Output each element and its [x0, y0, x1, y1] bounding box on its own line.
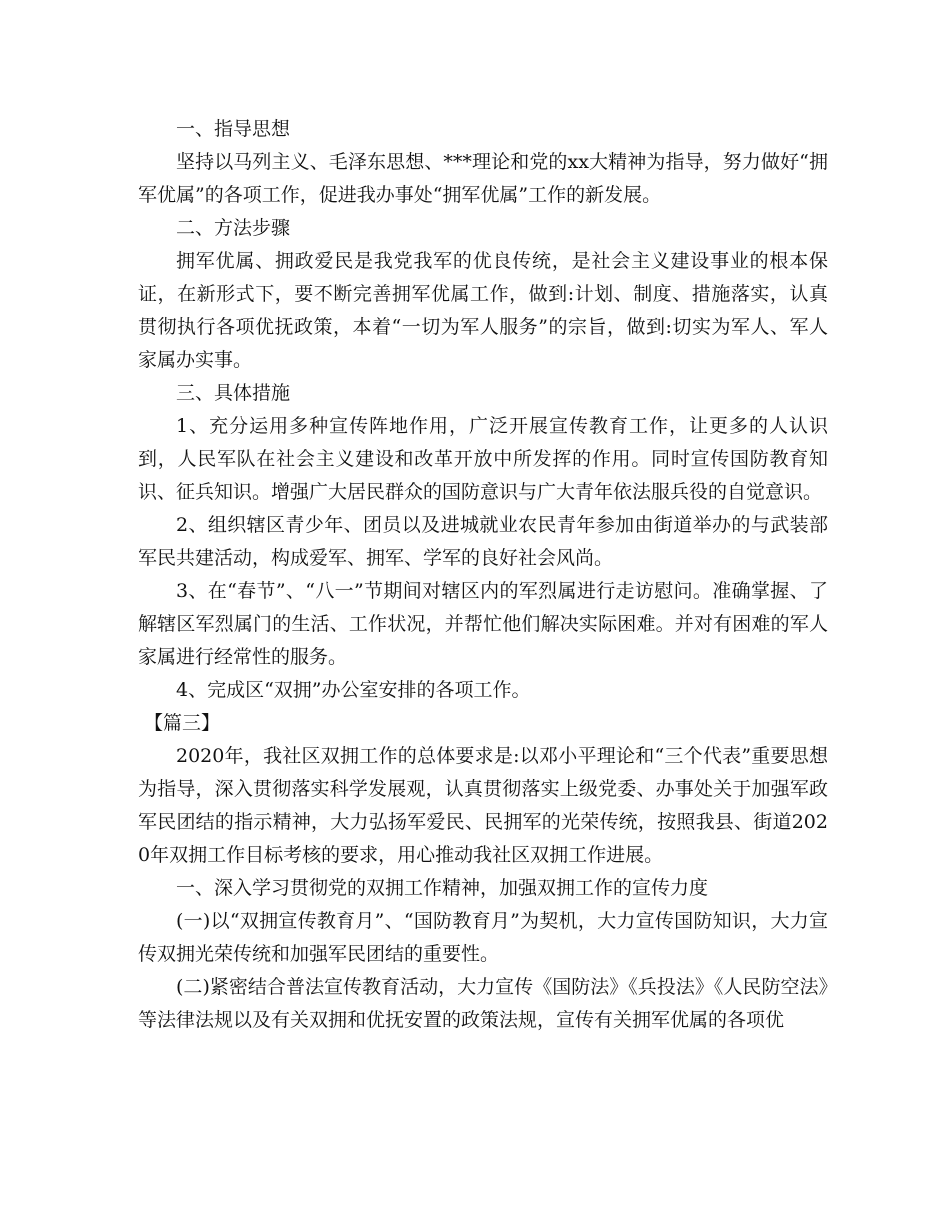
paragraph-guiding-ideology: 坚持以马列主义、毛泽东思想、***理论和党的xx大精神为指导，努力做好“拥军优属”的各项工作，促进我办事处“拥军优属”工作的新发展。	[138, 151, 828, 206]
paragraph-measure-4: 4、完成区“双拥”办公室安排的各项工作。	[176, 679, 531, 701]
heading-guiding-ideology: 一、指导思想	[176, 118, 291, 140]
heading-specific-measures: 三、具体措施	[176, 382, 291, 404]
paragraph-measure-1: 1、充分运用多种宣传阵地作用，广泛开展宣传教育工作，让更多的人认识到，人民军队在社会主义建设和改革开放中所发挥的作用。同时宣传国防教育知识、征兵知识。增强广大居民群众的国防意识与广大青年依法服兵役的自觉意识。	[138, 415, 828, 503]
paragraph-methods-steps: 拥军优属、拥政爱民是我党我军的优良传统，是社会主义建设事业的根本保证，在新形式下，要不断完善拥军优属工作，做到:计划、制度、措施落实，认真贯彻执行各项优抚政策，本着“一切为军人服务”的宗旨，做到:切实为军人、军人家属办实事。	[138, 250, 828, 371]
heading-study-spirit: 一、深入学习贯彻党的双拥工作精神，加强双拥工作的宣传力度	[176, 877, 709, 899]
document-page	[138, 113, 828, 1037]
paragraph-measure-2: 2、组织辖区青少年、团员以及进城就业农民青年参加由街道举办的与武装部军民共建活动，构成爱军、拥军、学军的良好社会风尚。	[138, 514, 828, 569]
paragraph-overall-requirement: 2020年，我社区双拥工作的总体要求是:以邓小平理论和“三个代表”重要思想为指导，深入贯彻落实科学发展观，认真贯彻落实上级党委、办事处关于加强军政军民团结的指示精神，大力弘扬军爱民、民拥军的光荣传统，按照我县、街道2020年双拥工作目标考核的要求，用心推动我社区双拥工作进展。	[138, 745, 828, 866]
heading-methods-steps: 二、方法步骤	[176, 217, 291, 239]
paragraph-measure-3: 3、在“春节”、“八一”节期间对辖区内的军烈属进行走访慰问。准确掌握、了解辖区军烈属门的生活、工作状况，并帮忙他们解决实际困难。并对有困难的军人家属进行经常性的服务。	[138, 580, 828, 668]
section-marker: 【篇三】	[144, 712, 221, 734]
paragraph-item-2: (二)紧密结合普法宣传教育活动，大力宣传《国防法》《兵投法》《人民防空法》等法律法规以及有关双拥和优抚安置的政策法规，宣传有关拥军优属的各项优	[138, 976, 828, 1031]
paragraph-item-1: (一)以“双拥宣传教育月”、“国防教育月”为契机，大力宣传国防知识，大力宣传双拥光荣传统和加强军民团结的重要性。	[138, 910, 828, 965]
